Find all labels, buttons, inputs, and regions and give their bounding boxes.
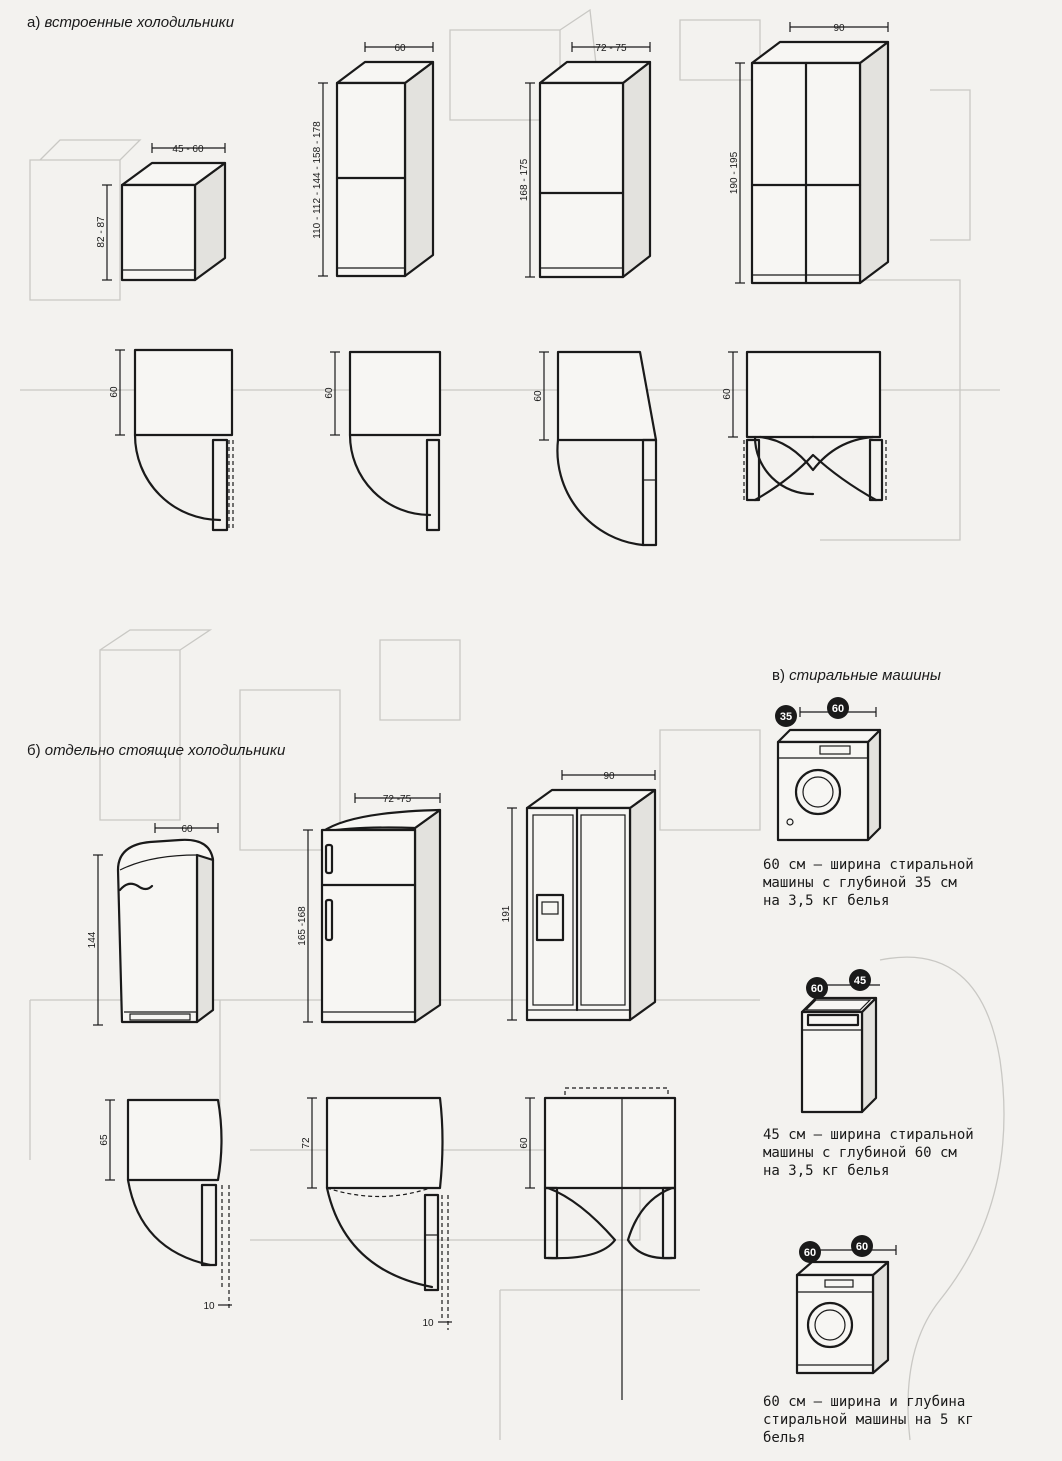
builtin-f2-plan-depth: 60 xyxy=(324,387,335,399)
freestanding-f1-height: 144 xyxy=(87,931,98,949)
builtin-plan-3 xyxy=(533,352,656,545)
freestanding-fridge-3 xyxy=(501,770,655,1020)
freestanding-f3-width: 90 xyxy=(603,771,615,782)
builtin-f1-width: 45 - 60 xyxy=(172,144,204,155)
builtin-f3-width: 72 - 75 xyxy=(595,43,627,54)
wm3-depth-badge: 60 xyxy=(803,1247,817,1259)
wm1-caption: 60 см — ширина стиральной машины с глубиной 35 см на 3,5 кг белья xyxy=(763,857,974,909)
section-a-title: встроенные холодильники xyxy=(44,14,235,31)
builtin-f4-plan-depth: 60 xyxy=(722,388,733,400)
builtin-fridge-1 xyxy=(96,143,225,280)
freestanding-fridge-1 xyxy=(87,823,218,1025)
freestanding-f2-gap: 10 xyxy=(422,1318,434,1329)
washing-machine-3 xyxy=(797,1235,896,1373)
freestanding-fridge-2 xyxy=(297,793,440,1022)
wm2-depth-badge: 60 xyxy=(810,983,824,995)
freestanding-plan-1 xyxy=(99,1100,232,1312)
freestanding-f3-height: 191 xyxy=(501,905,512,923)
washing-machine-2 xyxy=(802,969,880,1112)
builtin-plan-1 xyxy=(109,350,233,530)
builtin-fridge-2 xyxy=(312,42,433,276)
builtin-plan-2 xyxy=(324,352,440,530)
wm2-caption: 45 см — ширина стиральной машины с глубиной 60 см на 3,5 кг белья xyxy=(763,1127,974,1179)
section-c-title: стиральные машины xyxy=(789,667,941,684)
builtin-f4-height: 190 - 195 xyxy=(729,151,740,195)
freestanding-plan-2 xyxy=(301,1098,452,1330)
builtin-f1-plan-depth: 60 xyxy=(109,386,120,398)
freestanding-f2-width: 72 -75 xyxy=(382,794,412,805)
wm1-width-badge: 60 xyxy=(831,703,845,715)
builtin-f3-height: 168 - 175 xyxy=(519,158,530,202)
builtin-plan-4 xyxy=(722,352,886,500)
builtin-fridge-3 xyxy=(519,42,650,277)
section-b-heading xyxy=(27,742,285,759)
section-b-letter: б) xyxy=(27,742,41,759)
freestanding-plan-3 xyxy=(519,1088,675,1400)
builtin-fridge-4 xyxy=(729,22,888,283)
builtin-f1-height: 82 - 87 xyxy=(96,216,107,248)
freestanding-f1-width: 60 xyxy=(181,824,193,835)
section-c-letter: в) xyxy=(772,667,785,684)
builtin-f2-height: 110 - 112 - 144 - 158 - 178 xyxy=(312,121,323,239)
washing-machine-1 xyxy=(775,697,880,840)
builtin-f3-plan-depth: 60 xyxy=(533,390,544,402)
builtin-f4-width: 90 xyxy=(833,23,845,34)
section-a-letter: а) xyxy=(27,14,41,31)
section-c-heading xyxy=(772,667,941,684)
freestanding-f1-gap: 10 xyxy=(203,1301,215,1312)
freestanding-f1-plan-depth: 65 xyxy=(99,1134,110,1146)
wm1-depth-badge: 35 xyxy=(779,711,793,723)
freestanding-f2-plan-depth: 72 xyxy=(301,1137,312,1149)
wm3-caption: 60 см — ширина и глубина стиральной машины на 5 кг белья xyxy=(763,1394,974,1446)
freestanding-f3-plan-depth: 60 xyxy=(519,1137,530,1149)
wm3-width-badge: 60 xyxy=(855,1241,869,1253)
wm2-width-badge: 45 xyxy=(853,975,867,987)
section-a-heading xyxy=(27,14,234,31)
freestanding-f2-height: 165 -168 xyxy=(297,906,308,946)
section-b-title: отдельно стоящие холодильники xyxy=(44,742,286,759)
builtin-f2-width: 60 xyxy=(394,43,406,54)
